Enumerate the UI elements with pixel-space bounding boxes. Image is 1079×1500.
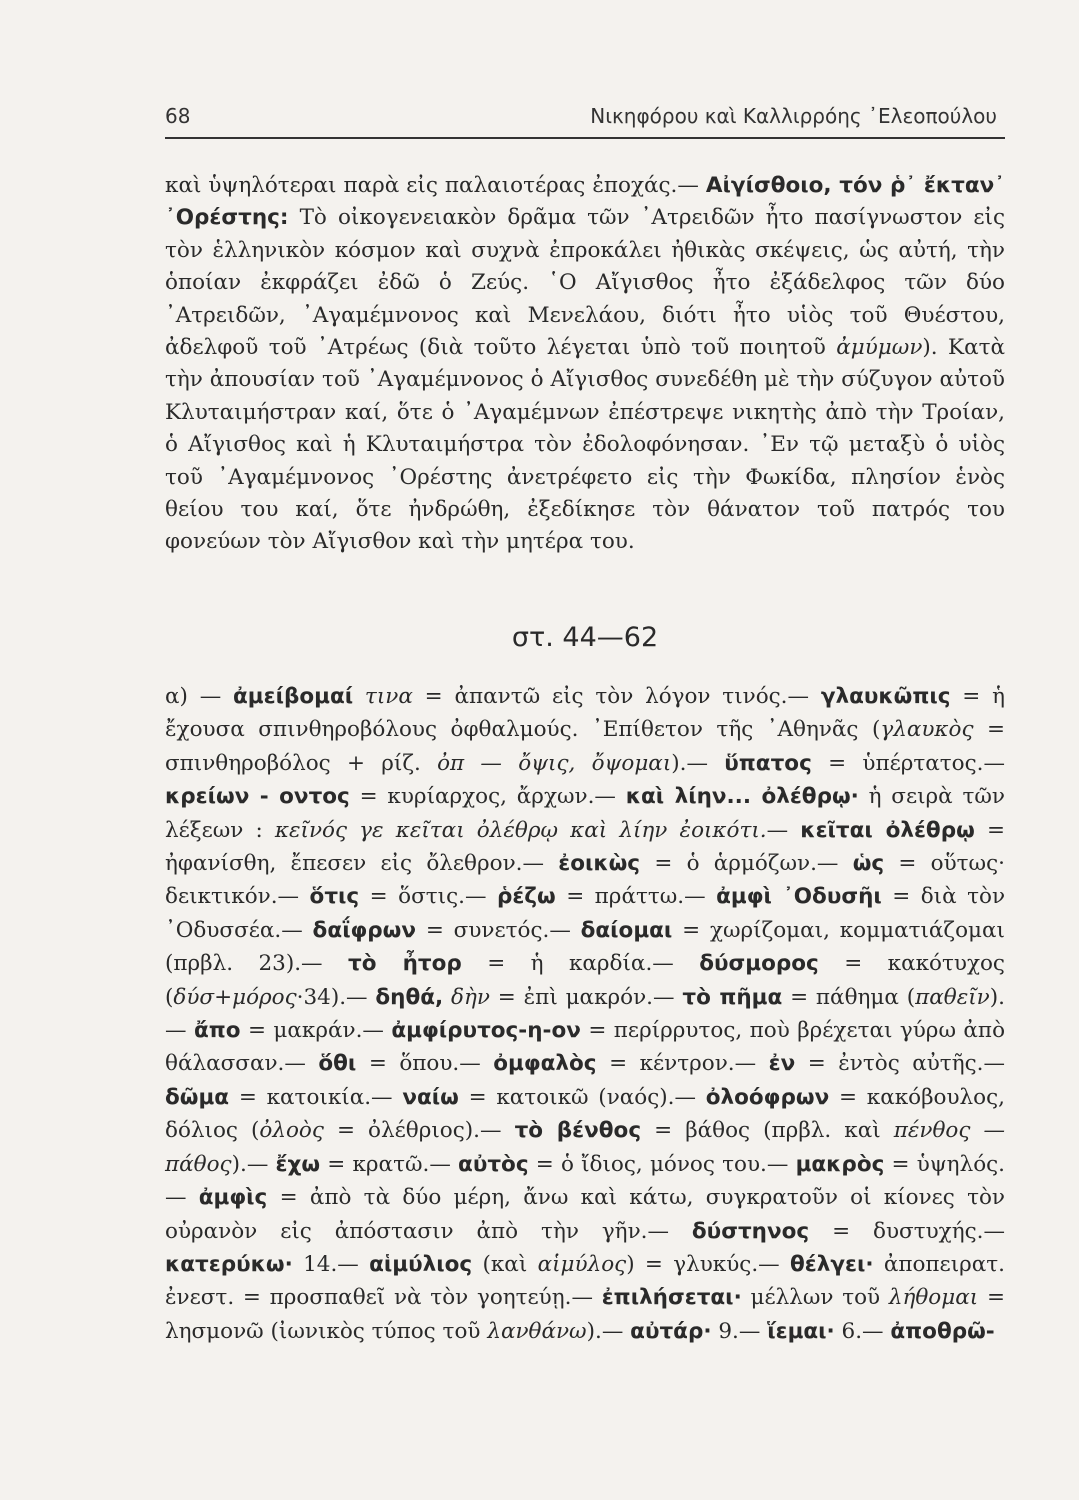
gloss-text: = κυρίαρχος, ἄρχων.— [359,784,616,810]
gloss-italic: αἱμύλος [537,1251,627,1277]
gloss-text: = διὰ τὸν ᾿Οδυσσέα.— [165,884,1006,943]
gloss-text: = συνετός.— [425,917,571,943]
gloss-text: — [766,817,789,843]
gloss-text: = μακράν.— [247,1018,384,1044]
running-head-author: Νικηφόρου καὶ Καλλιρρόης ᾿Ελεοπούλου [590,104,997,128]
gloss-text: = χωρίζομαι, κομματιάζομαι (πρβλ. 23).— [165,917,1005,977]
gloss-lemma: ἀμφὶς [198,1185,268,1211]
gloss-text: ).— [586,1318,624,1344]
gloss-italic: λήθομαι [888,1285,979,1311]
gloss-lemma: ἀμφὶ ᾿Οδυσῆι [716,884,882,910]
gloss-lemma: ἔχω [275,1151,321,1177]
gloss-text: (καὶ [482,1251,528,1277]
gloss-text: = ἀπὸ τὰ δύο μέρη, ἄνω καὶ κάτω, συγκρατοῦν οἱ κίονες τὸν οὐρανὸν εἰς ἀπόστασιν ἀπὸ τὴν γῆν.— [165,1185,1005,1244]
gloss-text: = κέντρον.— [609,1051,757,1077]
commentary-run: καὶ ὑψηλότεραι παρὰ εἰς παλαιοτέρας ἐποχάς.— [165,173,699,198]
gloss-italic: κεῖνός γε κεῖται ὀλέθρῳ καὶ λίην ἐοικότι. [274,817,767,843]
gloss-text: = ἡ ἔχουσα σπινθηροβόλους ὀφθαλμούς. ᾿Επίθετον τῆς ᾿Αθηνᾶς ( [165,684,1005,743]
gloss-italic: ὀπ — ὄψις, ὄψομαι [437,750,672,776]
gloss-lemma: ὅθι [318,1051,357,1077]
gloss-text: = βάθος (πρβλ. καὶ [654,1118,881,1144]
gloss-italic: δὴν [451,984,490,1010]
commentary-text [165,170,1005,559]
header-rule [165,137,1005,139]
gloss-text: = πράττω.— [566,884,706,910]
gloss-lemma: ὕπατος [724,750,812,776]
gloss-lemma: κατερύκω· [165,1251,293,1277]
gloss-lemma: αἱμύλιος [369,1251,473,1277]
gloss-text: = περίρρυτος, ποὺ βρέχεται γύρω ἀπὸ θάλασσαν.— [165,1018,1006,1077]
gloss-text: = δυστυχής.— [832,1218,1005,1244]
gloss-text: = ὑπέρτατος.— [828,750,1005,776]
gloss-lemma: δύστηνος [691,1218,810,1244]
section-heading: στ. 44—62 [511,622,659,653]
gloss-text: = κατοικία.— [238,1084,393,1110]
glossary [165,680,1005,1348]
commentary-run: ). Κατὰ τὴν ἀπουσίαν τοῦ ᾿Αγαμέμνονος ὁ Αἴγισθος συνεδέθη μὲ τὴν σύζυγον αὐτοῦ Κλυταιμήστραν καί, ὅτε ὁ ᾿Αγαμέμνων ἐπέστρεψε νικητὴς ἀπὸ τὴν Τροίαν, ὁ Αἴγισθος καὶ ἡ Κλυταιμήστρα τὸν ἐδολοφόνησαν. ᾿Εν τῷ μεταξὺ ὁ υἱὸς τοῦ ᾿Αγαμέμνονος ᾿Ορέστης ἀνετρέφετο εἰς τὴν Φωκίδα, πλησίον ἑνὸς θείου του καί, ὅτε ἠνδρώθη, ἐξεδίκησε τὸν θάνατον τοῦ πατρός του φονεύων τὸν Αἴγισθον καὶ τὴν μητέρα του. [165,335,1005,555]
gloss-text: 9.— [718,1318,761,1344]
commentary-run: Τὸ οἰκογενειακὸν δρᾶμα τῶν ᾿Ατρειδῶν ἦτο πασίγνωστον εἰς τὸν ἑλληνικὸν κόσμον καὶ συχνὰ ἐπροκάλει ἠθικὰς σκέψεις, ὡς αὐτή, τὴν ὁποίαν ἐκφράζει ἐδῶ ὁ Ζεύς. ῾Ο Αἴγισθος ἦτο ἐξάδελφος τῶν δύο ᾿Ατρειδῶν, ᾿Αγαμέμνονος καὶ Μενελάου, διότι ἦτο υἱὸς τοῦ Θυέστου, ἀδελφοῦ τοῦ ᾿Ατρέως (διὰ τοῦτο λέγεται ὑπὸ τοῦ ποιητοῦ [165,205,1005,361]
gloss-lemma: ἐοικὼς [558,851,641,877]
gloss-lemma: δύσμορος [699,951,819,977]
gloss-text: = κρατῶ.— [327,1151,451,1177]
gloss-text: = ὅστις.— [369,884,487,910]
running-head [165,98,1005,134]
page-number: 68 [165,104,191,128]
gloss-text: = ἀπαντῶ εἰς τὸν λόγον τινός.— [424,684,810,709]
gloss-lemma: αὐτάρ· [630,1318,712,1344]
commentary-paragraph [165,170,1005,559]
gloss-lemma: ἐν [768,1051,796,1077]
gloss-lemma: κεῖται ὀλέθρῳ [800,817,975,843]
gloss-lemma: ἀμείβομαί [233,684,354,709]
gloss-lemma: ῥέζω [496,884,556,910]
gloss-lemma: δαίομαι [580,917,673,943]
gloss-text: ).— [671,750,708,776]
gloss-text: = λησμονῶ (ἰωνικὸς τύπος τοῦ [165,1285,1005,1344]
gloss-italic: λανθάνω [487,1318,587,1344]
gloss-lemma: δαΐφρων [312,917,417,943]
gloss-text: = κατοικῶ (ναός).— [468,1084,696,1110]
gloss-text: = σπινθηροβόλος + ρίζ. [165,717,1005,776]
gloss-text: = ἐντὸς αὐτῆς.— [807,1051,1005,1077]
gloss-italic: γλαυκὸς [880,717,974,743]
gloss-text: α) — [165,684,222,709]
gloss-italic: δύσ+μόρος [173,984,297,1010]
gloss-text: = ὑψηλός.— [165,1151,1006,1211]
gloss-text: = ὅπου.— [368,1051,481,1077]
gloss-lemma: γλαυκῶπις [820,684,951,709]
gloss-lemma: αὐτὸς [458,1151,529,1177]
gloss-text: = οὕτως· δεικτικόν.— [165,851,1005,910]
gloss-lemma: ναίω [402,1084,459,1110]
gloss-lemma: ὡς [852,851,885,877]
gloss-text: ἡ σειρὰ τῶν λέξεων : [165,784,1005,843]
gloss-lemma: ἄπο [193,1018,241,1044]
gloss-lemma: ἵεμαι· [767,1318,835,1344]
gloss-text: = ἠφανίσθη, ἔπεσεν εἰς ὄλεθρον.— [165,817,1005,877]
gloss-text: = πάθημα ( [790,984,916,1010]
gloss-lemma: μακρὸς [795,1151,885,1177]
gloss-lemma: ὅτις [309,884,360,910]
gloss-text: = ὁ ἴδιος, μόνος του.— [535,1151,789,1177]
gloss-text: = κακόβουλος, δόλιος ( [165,1084,1006,1144]
commentary-italic: ἀμύμων [836,335,923,361]
gloss-italic: τινα [364,684,413,709]
gloss-lemma: δῶμα [165,1084,230,1110]
gloss-lemma: τὸ ἦτορ [348,951,462,977]
gloss-italic: παθεῖν [915,984,990,1010]
gloss-text: ).— [231,1151,269,1177]
gloss-text: ).— [165,984,1005,1044]
commentary-lemma: Αἰγίσθοιο, τόν ῥ᾿ ἔκταν᾿ ᾿Ορέστης: [165,173,1005,231]
gloss-lemma: τὸ πῆμα [682,984,783,1010]
gloss-text: 14.— [303,1251,359,1277]
gloss-lemma: κρείων - οντος [165,784,350,810]
gloss-lemma: θέλγει· [789,1251,874,1277]
gloss-text: μέλλων τοῦ [750,1285,881,1311]
gloss-text: = ἐπὶ μακρόν.— [497,984,675,1010]
gloss-text: = ἡ καρδία.— [487,951,674,977]
gloss-lemma: τὸ βένθος [514,1118,642,1144]
gloss-text: = κακότυχος ( [165,951,1005,1010]
gloss-lemma: καὶ λίην... ὀλέθρῳ· [625,784,859,810]
gloss-lemma: ὀμφαλὸς [493,1051,597,1077]
gloss-lemma: ἀμφίρυτος-η-ον [391,1018,581,1044]
gloss-text: ·34).— [296,984,368,1010]
gloss-lemma: ὀλοόφρων [705,1084,830,1110]
glossary-text [165,680,1005,1348]
gloss-lemma: ἀποθρῶ- [890,1318,995,1344]
gloss-lemma: δηθά, [375,984,444,1010]
gloss-text: 6.— [841,1318,884,1344]
gloss-lemma: ἐπιλήσεται· [601,1285,742,1311]
gloss-italic: πένθος — πάθος [165,1118,1005,1177]
gloss-text: ἀποπειρατ. ἐνεστ. = προσπαθεῖ νὰ τὸν γοητεύῃ.— [165,1251,1006,1311]
gloss-italic: ὀλοὸς [259,1118,324,1144]
gloss-text: = ὁ ἁρμόζων.— [654,851,839,877]
gloss-text: = ὀλέθριος).— [336,1118,502,1144]
gloss-text: ) = γλυκύς.— [626,1251,780,1277]
